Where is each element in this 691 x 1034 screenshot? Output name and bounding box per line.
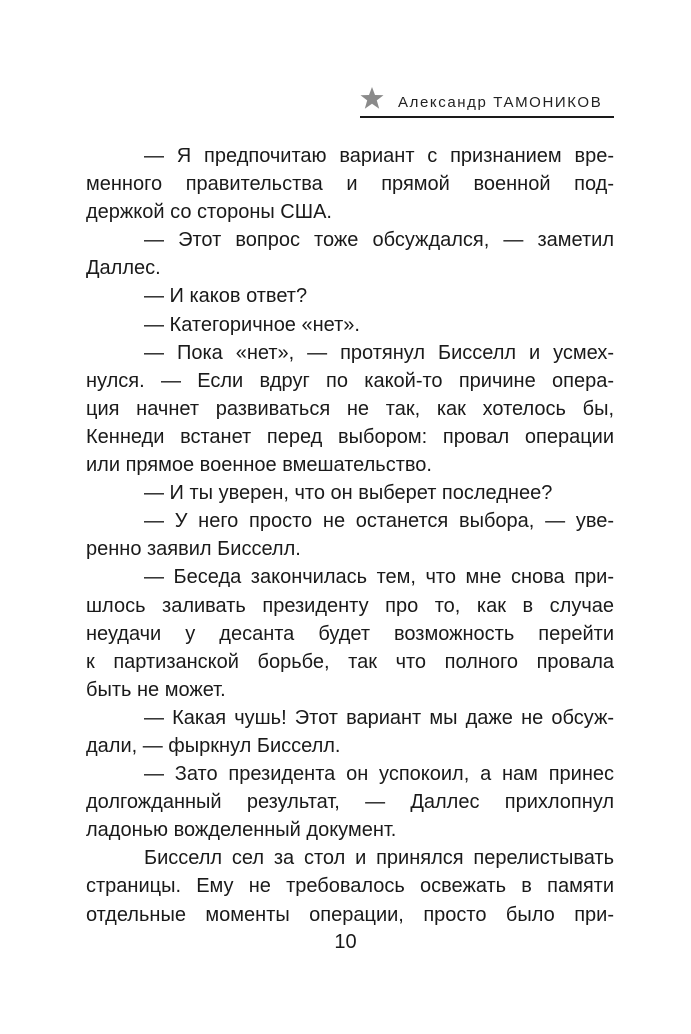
text-line: — Категоричное «нет». [144, 313, 360, 336]
text-line: менного правительства и прямой военной под- [86, 173, 614, 196]
text-line: — Я предпочитаю вариант с признанием вре- [144, 145, 614, 167]
text-line: Кеннеди встанет перед выбором: провал операции [86, 425, 614, 448]
page-number: 10 [334, 931, 357, 953]
text-line: долгожданный результат, — Даллес прихлопнул [86, 791, 614, 814]
text-line: — И каков ответ? [144, 285, 308, 308]
text-line: дали, — фыркнул Бисселл. [86, 734, 341, 757]
text-line: — Беседа закончилась тем, что мне снова при- [144, 566, 614, 589]
author-name: Александр ТАМОНИКОВ [398, 94, 603, 111]
text-line: быть не может. [86, 678, 226, 701]
running-header [360, 86, 614, 122]
text-line: ренно заявил Бисселл. [86, 538, 301, 561]
text-line: Бисселл сел за стол и принялся перелистывать [144, 847, 614, 870]
text-line: шлось заливать президенту про то, как в случае [86, 594, 614, 617]
text-line: держкой со стороны США. [86, 201, 332, 224]
text-line: — Этот вопрос тоже обсуждался, — заметил [144, 229, 614, 252]
text-line: ция начнет развиваться не так, как хотелось бы, [86, 397, 614, 420]
text-line: отдельные моменты операции, просто было при- [86, 903, 614, 926]
book-text [86, 142, 614, 929]
text-line: или прямое военное вмешательство. [86, 454, 432, 477]
text-line: нулся. — Если вдруг по какой-то причине опера- [86, 369, 614, 392]
text-line: ладонью вожделенный документ. [86, 819, 397, 842]
text-line: к партизанской борьбе, так что полного провала [86, 650, 614, 673]
text-line: — И ты уверен, что он выберет последнее? [144, 482, 553, 505]
text-line: — Какая чушь! Этот вариант мы даже не обсуж- [144, 706, 614, 729]
text-line: неудачи у десанта будет возможность перейти [86, 622, 614, 645]
text-line: — У него просто не останется выбора, — уве- [144, 510, 614, 533]
header-rule [360, 116, 614, 118]
text-line: страницы. Ему не требовалось освежать в памяти [86, 875, 614, 898]
text-line: — Зато президента он успокоил, а нам принес [144, 763, 614, 786]
text-line: Даллес. [86, 257, 161, 280]
text-line: — Пока «нет», — протянул Бисселл и усмех- [144, 341, 614, 364]
star-icon [360, 86, 384, 110]
